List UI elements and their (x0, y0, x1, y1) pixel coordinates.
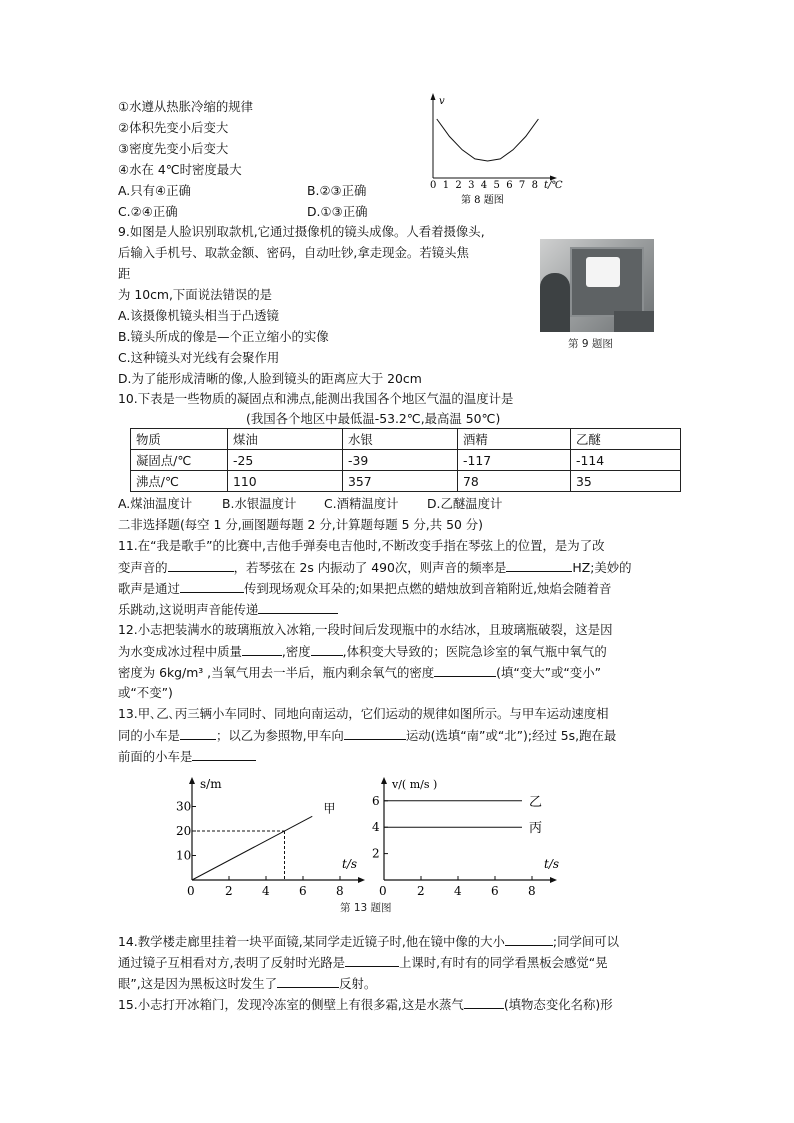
q9-caption: 第 9 题图 (568, 338, 613, 350)
q8-y-label: v (439, 96, 445, 107)
vt-y-tick-label: 4 (372, 820, 380, 835)
q8-x-tick-label: 3 (468, 180, 475, 191)
q9-choice-c: C.这种镜头对光线有会聚作用 (118, 350, 280, 365)
section-2-heading: 二非选择题(每空 1 分,画图题每题 2 分,计算题每题 5 分,共 50 分) (118, 517, 484, 532)
st-x-tick-label: 4 (262, 884, 270, 897)
q8-choice-b: B.②③正确 (307, 183, 367, 198)
table-header-row (131, 429, 681, 450)
answer-blank[interactable] (464, 994, 504, 1009)
q14-text: 反射。 (339, 976, 377, 991)
answer-blank[interactable] (505, 931, 553, 946)
q12-text: 为水变成冰过程中质量 (118, 644, 242, 659)
q12-text: ,体积变大导致的；医院急诊室的氧气瓶中氧气的 (342, 644, 607, 659)
table-header-cell: 酒精 (458, 429, 571, 450)
table-cell: 凝固点/℃ (131, 450, 228, 471)
table-cell: -114 (571, 450, 681, 471)
vt-y-tick-label: 6 (372, 793, 380, 808)
q8-x-tick-label: 6 (506, 180, 513, 191)
q10-table (130, 428, 681, 492)
q14-line-2 (118, 952, 608, 974)
q8-option-3: ③密度先变小后变大 (118, 141, 229, 156)
q9-line-2: 后输入手机号、取款金额、密码，自动吐钞,拿走现金。若镜头焦 (118, 245, 469, 260)
q8-x-tick-label: 7 (518, 180, 526, 191)
table-cell: 35 (571, 471, 681, 492)
vt-x-tick-label: 4 (454, 884, 462, 897)
q8-x-tick-label: 5 (493, 180, 500, 191)
table-row (131, 450, 681, 471)
q11-text: 传到现场观众耳朵的;如果把点燃的蜡烛放到音箱附近,烛焰会随着音 (243, 581, 612, 596)
vt-x-tick-label: 6 (491, 884, 499, 897)
q8-x-tick-label: 8 (531, 180, 538, 191)
q8-curve (437, 119, 539, 161)
q13-vt-graph (362, 772, 562, 897)
q8-y-arrow (431, 93, 436, 100)
q11-line-4 (118, 599, 338, 621)
q12-text: (填“变大”或“变小” (496, 665, 602, 680)
q13-line-3 (118, 746, 256, 768)
q9-line-3: 距 (118, 266, 131, 281)
q12-line-4: 或“不变”) (118, 685, 173, 700)
atm-screen (586, 257, 620, 287)
q12-line-2 (118, 641, 607, 663)
q14-text: 14.教学楼走廊里挂着一块平面镜,某同学走近镜子时,他在镜中像的大小 (118, 934, 505, 949)
q8-choice-c: C.②④正确 (118, 204, 178, 219)
q11-line-1: 11.在“我是歌手”的比赛中,吉他手弹奏电吉他时,不断改变手指在琴弦上的位置，是为了改 (118, 538, 605, 553)
st-x-tick-label: 0 (187, 884, 195, 897)
vt-x-tick-label: 2 (417, 884, 425, 897)
vt-series-label: 丙 (529, 821, 543, 837)
q13-text: 运动(选填“南”或“北”);经过 5s,跑在最 (405, 728, 617, 743)
table-header-cell: 乙醚 (571, 429, 681, 450)
q9-line-1: 9.如图是人脸识别取款机,它通过摄像机的镜头成像。人看着摄像头, (118, 224, 485, 239)
st-y-arrow (189, 777, 195, 784)
q11-line-2 (118, 557, 632, 579)
table-cell: 沸点/℃ (131, 471, 228, 492)
table-cell: 78 (458, 471, 571, 492)
q14-text: 上课时,有时有的同学看黑板会感觉“晃 (398, 955, 608, 970)
vt-x-tick-label: 8 (528, 884, 536, 897)
q9-choice-b: B.镜头所成的像是—个正立缩小的实像 (118, 329, 329, 344)
q10-note: (我国各个地区中最低温-53.2℃,最高温 50℃) (246, 411, 501, 426)
q11-text: ，若琴弦在 2s 内振动了 490次，则声音的频率是 (233, 560, 507, 575)
q13-text: 前面的小车是 (118, 749, 193, 764)
q9-photo (540, 239, 654, 332)
q8-option-4: ④水在 4℃时密度最大 (118, 162, 242, 177)
answer-blank[interactable] (242, 641, 282, 656)
answer-blank[interactable] (345, 952, 399, 967)
q10-choice-d: D.乙醚温度计 (427, 496, 503, 511)
q14-text: 眼”,这是因为黑板这时发生了 (118, 976, 278, 991)
q13-line-2 (118, 725, 616, 747)
answer-blank[interactable] (258, 599, 338, 614)
q8-choice-d: D.①③正确 (307, 204, 368, 219)
q15-line-1 (118, 994, 613, 1016)
table-header-cell: 物质 (131, 429, 228, 450)
st-series-label: 甲 (323, 801, 336, 816)
q11-text: 歌声是通过 (118, 581, 180, 596)
q8-option-2: ②体积先变小后变大 (118, 120, 229, 135)
vt-x-tick-label: 0 (379, 884, 387, 897)
st-x-tick-label: 6 (299, 884, 307, 897)
q10-choice-c: C.酒精温度计 (324, 496, 399, 511)
q13-text: ；以乙为参照物,甲车向 (215, 728, 344, 743)
q13-caption: 第 13 题图 (340, 902, 392, 914)
q15-text: (填物态变化名称)形 (503, 997, 613, 1012)
st-y-tick-label: 20 (176, 824, 192, 838)
q8-x-tick-label: 4 (480, 180, 488, 191)
st-x-tick-label: 8 (336, 884, 344, 897)
q11-text: 变声音的 (118, 560, 168, 575)
q12-text: 密度为 6kg/m³ ,当氧气用去一半后，瓶内剩余氧气的密度 (118, 665, 435, 680)
q11-text: 乐跳动,这说明声音能传递 (118, 602, 259, 617)
q9-line-4: 为 10cm,下面说法错误的是 (118, 287, 273, 302)
q12-line-3 (118, 662, 601, 684)
table-cell: -117 (458, 450, 571, 471)
q13-text: 同的小车是 (118, 728, 180, 743)
q8-option-1: ①水遵从热胀冷缩的规律 (118, 99, 254, 114)
answer-blank[interactable] (434, 662, 496, 677)
answer-blank[interactable] (192, 746, 256, 761)
st-x-label: t/s (342, 857, 358, 871)
q10-choice-b: B.水银温度计 (222, 496, 297, 511)
q15-text: 15.小志打开冰箱门，发现冷冻室的侧壁上有很多霜,这是水蒸气 (118, 997, 464, 1012)
q10-choice-a: A.煤油温度计 (118, 496, 193, 511)
answer-blank[interactable] (277, 973, 339, 988)
vt-y-label: v/( m/s ) (392, 778, 438, 791)
q14-line-1 (118, 931, 619, 953)
table-header-cell: 水银 (343, 429, 458, 450)
vt-y-tick-label: 2 (372, 846, 380, 861)
st-x-tick-label: 2 (225, 884, 233, 897)
table-row (131, 471, 681, 492)
q8-choice-a: A.只有④正确 (118, 183, 191, 198)
vt-y-arrow (381, 777, 387, 784)
q11-line-3 (118, 578, 611, 600)
q14-text: 通过镜子互相看对方,表明了反射时光路是 (118, 955, 345, 970)
vt-x-label: t/s (544, 857, 560, 871)
q9-choice-d: D.为了能形成清晰的像,人脸到镜头的距离应大于 20cm (118, 371, 422, 386)
q13-line-1: 13.甲､乙､丙三辆小车同时、同地向南运动，它们运动的规律如图所示。与甲车运动速度相 (118, 706, 609, 721)
q8-x-label: t/℃ (544, 180, 563, 191)
table-cell: 357 (343, 471, 458, 492)
q8-x-tick-label: 0 (430, 180, 437, 191)
q13-st-graph (168, 772, 368, 897)
q14-text: ;同学间可以 (552, 934, 620, 949)
st-y-label: s/m (200, 777, 222, 791)
answer-blank[interactable] (180, 578, 244, 593)
q8-caption: 第 8 题图 (461, 195, 504, 206)
person-silhouette (540, 273, 570, 332)
table-header-cell: 煤油 (228, 429, 343, 450)
q11-text: HZ;美妙的 (572, 560, 632, 575)
q8-x-tick-label: 1 (442, 180, 450, 191)
q8-graph (418, 90, 568, 215)
q8-x-tick-label: 2 (455, 180, 462, 191)
table-cell: -39 (343, 450, 458, 471)
st-y-tick-label: 30 (176, 799, 192, 814)
answer-blank[interactable] (506, 557, 572, 572)
answer-blank[interactable] (168, 557, 234, 572)
q9-choice-a: A.该摄像机镜头相当于凸透镜 (118, 308, 279, 323)
answer-blank[interactable] (180, 725, 216, 740)
table-cell: 110 (228, 471, 343, 492)
q12-text: ,密度 (281, 644, 311, 659)
answer-blank[interactable] (344, 725, 406, 740)
vt-series-label: 乙 (529, 794, 543, 810)
q10-line: 10.下表是一些物质的凝固点和沸点,能测出我国各个地区气温的温度计是 (118, 391, 514, 406)
answer-blank[interactable] (311, 641, 343, 656)
st-y-tick-label: 10 (176, 848, 192, 863)
st-series-jia-line (192, 816, 312, 880)
table-cell: -25 (228, 450, 343, 471)
vt-x-arrow (550, 877, 557, 883)
q12-line-1: 12.小志把装满水的玻璃瓶放入冰箱,一段时间后发现瓶中的水结冰，且玻璃瓶破裂，这是因 (118, 622, 613, 637)
q14-line-3 (118, 973, 376, 995)
atm-panel (614, 311, 654, 332)
